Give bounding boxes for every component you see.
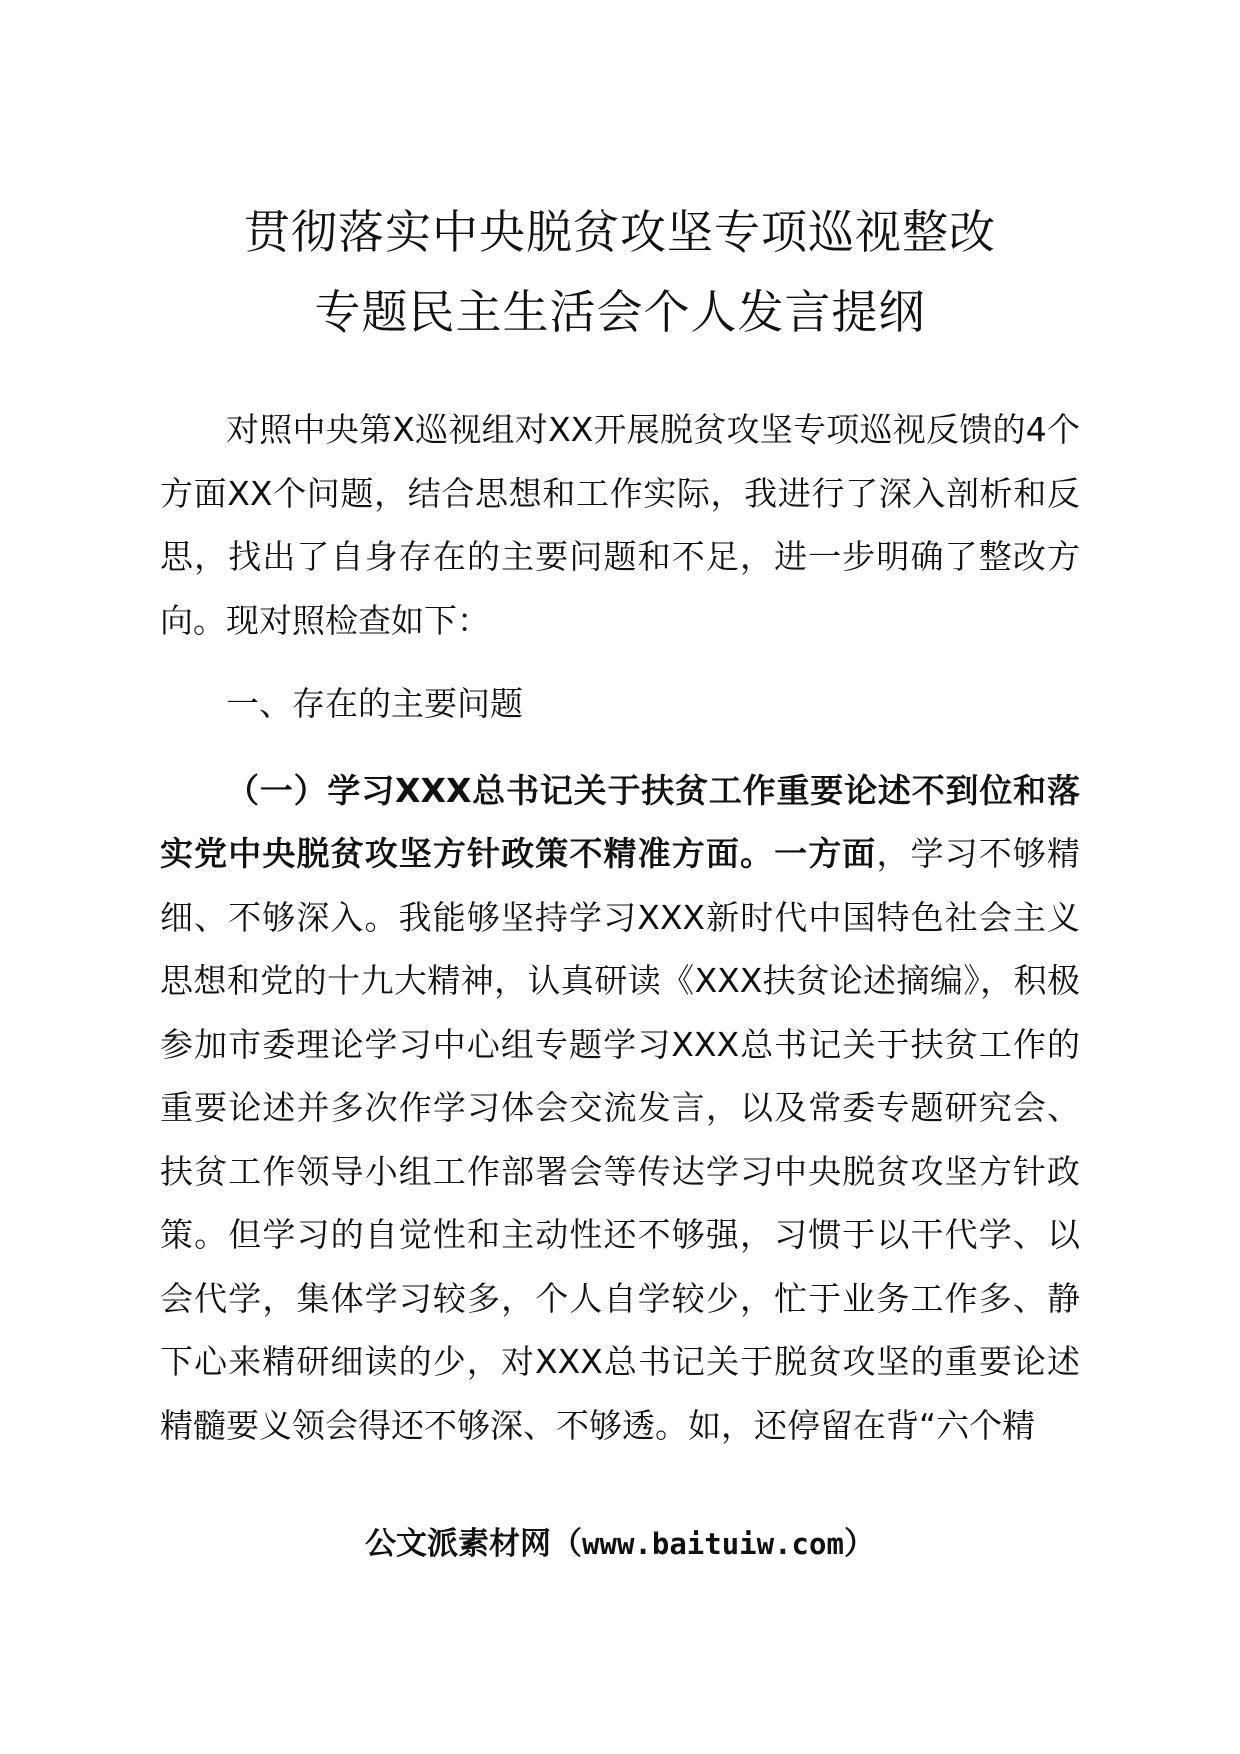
document-body	[160, 398, 1080, 1457]
footer-url: www.baituiw.com	[582, 1527, 844, 1561]
footer-site-name: 公文派素材网	[365, 1526, 552, 1562]
subsection-paragraph-1	[160, 759, 1080, 1458]
subsection-title-1: （一）学习XXX总书记关于扶贫工作重要论述不到位和落实党中央脱贫攻坚方针政策不精准方面。	[160, 770, 1080, 873]
subsection-lead-1: 一方面	[774, 834, 877, 873]
title-line-1: 贯彻落实中央脱贫攻坚专项巡视整改	[244, 205, 996, 259]
intro-paragraph: 对照中央第X巡视组对XX开展脱贫攻坚专项巡视反馈的4个方面XX个问题，结合思想和工作实际，我进行了深入剖析和反思，找出了自身存在的主要问题和不足，进一步明确了整改方向。现对照检查如下：	[160, 410, 1080, 640]
subsection-text-1: ，学习不够精细、不够深入。我能够坚持学习XXX新时代中国特色社会主义思想和党的十九大精神，认真研读《XXX扶贫论述摘编》，积极参加市委理论学习中心组专题学习XXX总书记关于扶贫工作的重要论述并多次作学习体会交流发言，以及常委专题研究会、扶贫工作领导小组工作部署会等传达学习中央脱贫攻坚方针政策。但学习的自觉性和主动性还不够强，习惯于以干代学、以会代学，集体学习较多，个人自学较少，忙于业务工作多、静下心来精研细读的少，对XXX总书记关于脱贫攻坚的重要论述精髓要义领会得还不够深、不够透。如，还停留在背“六个精	[160, 834, 1081, 1445]
footer-open-paren: （	[551, 1526, 583, 1562]
section-heading-1: 一、存在的主要问题	[226, 684, 523, 723]
document-title	[160, 192, 1080, 352]
title-line-2: 专题民主生活会个人发言提纲	[314, 285, 926, 339]
footer-close-paren: ）	[843, 1526, 875, 1562]
footer-watermark	[160, 1518, 1080, 1563]
